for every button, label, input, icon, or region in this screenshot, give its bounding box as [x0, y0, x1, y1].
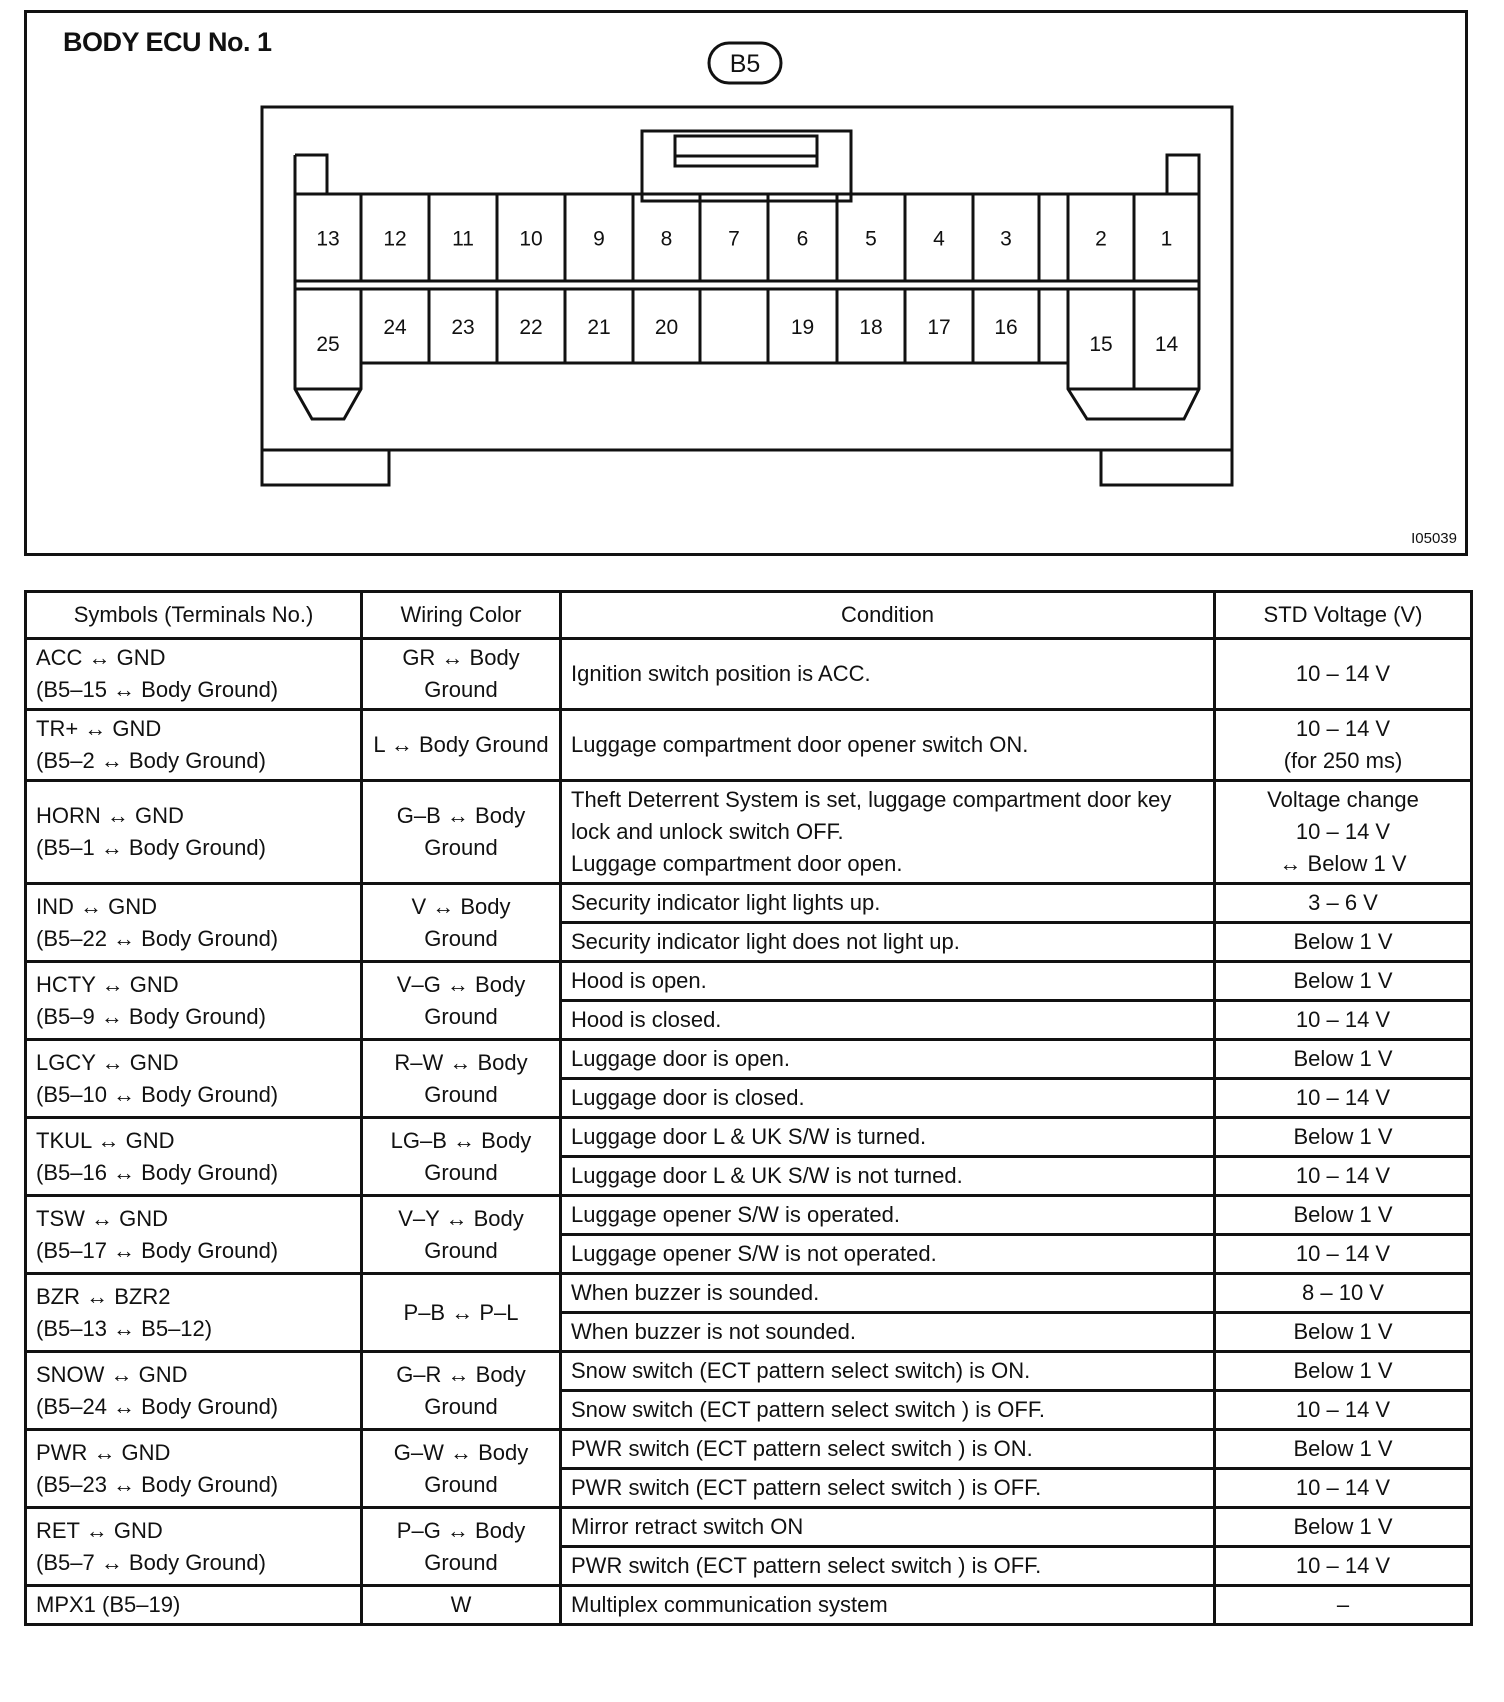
wiring-color-cell: GR ↔ Body Ground	[362, 639, 561, 710]
std-voltage-cell: Below 1 V	[1215, 1352, 1472, 1391]
std-voltage-cell: 3 – 6 V	[1215, 884, 1472, 923]
condition-cell: When buzzer is sounded.	[561, 1274, 1215, 1313]
std-voltage-cell: Below 1 V	[1215, 923, 1472, 962]
std-voltage-cell: 10 – 14 V (for 250 ms)	[1215, 710, 1472, 781]
wiring-color-cell: G–R ↔ Body Ground	[362, 1352, 561, 1430]
diagram-title: BODY ECU No. 1	[63, 27, 272, 57]
pin-label: 11	[452, 227, 474, 251]
std-voltage-cell: Below 1 V	[1215, 962, 1472, 1001]
connector-housing	[262, 107, 1232, 450]
std-voltage-cell: Below 1 V	[1215, 1040, 1472, 1079]
pin-label: 1	[1160, 227, 1173, 251]
condition-cell: Luggage door L & UK S/W is turned.	[561, 1118, 1215, 1157]
symbol-cell: HORN ↔ GND (B5–1 ↔ Body Ground)	[26, 781, 362, 884]
std-voltage-cell: Below 1 V	[1215, 1196, 1472, 1235]
std-voltage-cell: Below 1 V	[1215, 1508, 1472, 1547]
symbol-cell: BZR ↔ BZR2 (B5–13 ↔ B5–12)	[26, 1274, 362, 1352]
table-row	[26, 1196, 1472, 1235]
header-std-voltage: STD Voltage (V)	[1215, 592, 1472, 639]
symbol-cell: IND ↔ GND (B5–22 ↔ Body Ground)	[26, 884, 362, 962]
symbol-cell: HCTY ↔ GND (B5–9 ↔ Body Ground)	[26, 962, 362, 1040]
table-row	[26, 884, 1472, 923]
header-symbols: Symbols (Terminals No.)	[26, 592, 362, 639]
pin-label: 3	[1000, 227, 1012, 251]
std-voltage-cell: 10 – 14 V	[1215, 1001, 1472, 1040]
condition-cell: Ignition switch position is ACC.	[561, 639, 1215, 710]
std-voltage-cell: 8 – 10 V	[1215, 1274, 1472, 1313]
header-wiring-color: Wiring Color	[362, 592, 561, 639]
std-voltage-cell: 10 – 14 V	[1215, 1391, 1472, 1430]
symbol-cell: LGCY ↔ GND (B5–10 ↔ Body Ground)	[26, 1040, 362, 1118]
wiring-color-cell: V–Y ↔ Body Ground	[362, 1196, 561, 1274]
wiring-color-cell: G–W ↔ Body Ground	[362, 1430, 561, 1508]
symbol-cell: TR+ ↔ GND (B5–2 ↔ Body Ground)	[26, 710, 362, 781]
std-voltage-cell: 10 – 14 V	[1215, 1235, 1472, 1274]
symbol-cell: SNOW ↔ GND (B5–24 ↔ Body Ground)	[26, 1352, 362, 1430]
condition-cell: Luggage door L & UK S/W is not turned.	[561, 1157, 1215, 1196]
std-voltage-cell: 10 – 14 V	[1215, 1079, 1472, 1118]
connector-drawing	[27, 13, 1465, 553]
pin-label: 18	[859, 316, 883, 339]
pin-label: 7	[728, 227, 740, 251]
wiring-color-cell: V ↔ Body Ground	[362, 884, 561, 962]
std-voltage-cell: 10 – 14 V	[1215, 1157, 1472, 1196]
table-row	[26, 1118, 1472, 1157]
wiring-color-cell: V–G ↔ Body Ground	[362, 962, 561, 1040]
table-row	[26, 781, 1472, 884]
pin-label: 22	[519, 316, 543, 339]
table-row	[26, 1352, 1472, 1391]
std-voltage-cell: 10 – 14 V	[1215, 639, 1472, 710]
connector-diagram-panel	[24, 10, 1468, 556]
std-voltage-cell: Below 1 V	[1215, 1430, 1472, 1469]
symbol-cell: TSW ↔ GND (B5–17 ↔ Body Ground)	[26, 1196, 362, 1274]
table-row	[26, 639, 1472, 710]
pin-label: 13	[316, 227, 340, 251]
symbol-cell: PWR ↔ GND (B5–23 ↔ Body Ground)	[26, 1430, 362, 1508]
wiring-color-cell: G–B ↔ Body Ground	[362, 781, 561, 884]
pin-label: 23	[451, 316, 475, 339]
symbol-cell: RET ↔ GND (B5–7 ↔ Body Ground)	[26, 1508, 362, 1586]
condition-cell: Security indicator light lights up.	[561, 884, 1215, 923]
connector-code-label: B5	[729, 50, 761, 78]
table-row	[26, 1274, 1472, 1313]
condition-cell: Snow switch (ECT pattern select switch) is ON.	[561, 1352, 1215, 1391]
housing-foot-right	[1101, 450, 1232, 485]
condition-cell: Mirror retract switch ON	[561, 1508, 1215, 1547]
pin-label: 14	[1154, 333, 1179, 356]
symbol-cell: TKUL ↔ GND (B5–16 ↔ Body Ground)	[26, 1118, 362, 1196]
pin-label: 15	[1089, 333, 1113, 356]
pin-label: 17	[927, 316, 951, 339]
condition-cell: Luggage opener S/W is operated.	[561, 1196, 1215, 1235]
table-row	[26, 962, 1472, 1001]
pin-label: 9	[593, 227, 605, 251]
table-header-row	[26, 592, 1472, 639]
condition-cell: PWR switch (ECT pattern select switch ) is OFF.	[561, 1547, 1215, 1586]
std-voltage-cell: 10 – 14 V	[1215, 1547, 1472, 1586]
std-voltage-cell: Below 1 V	[1215, 1118, 1472, 1157]
condition-cell: PWR switch (ECT pattern select switch ) is ON.	[561, 1430, 1215, 1469]
condition-cell: Security indicator light does not light up.	[561, 923, 1215, 962]
symbol-cell: ACC ↔ GND (B5–15 ↔ Body Ground)	[26, 639, 362, 710]
pin-label: 12	[383, 227, 407, 251]
pin-label: 19	[790, 316, 815, 339]
table-row	[26, 710, 1472, 781]
pin-label: 10	[519, 227, 543, 251]
terminal-voltage-table	[24, 590, 1473, 1626]
figure-id: I05039	[1411, 530, 1457, 547]
condition-cell: PWR switch (ECT pattern select switch ) is OFF.	[561, 1469, 1215, 1508]
pin-label: 5	[865, 227, 877, 251]
std-voltage-cell: Voltage change 10 – 14 V ↔ Below 1 V	[1215, 781, 1472, 884]
condition-cell: When buzzer is not sounded.	[561, 1313, 1215, 1352]
wiring-color-cell: LG–B ↔ Body Ground	[362, 1118, 561, 1196]
table-row	[26, 1430, 1472, 1469]
pin-label: 24	[383, 316, 407, 339]
table-row	[26, 1040, 1472, 1079]
pin-label: 21	[587, 316, 611, 339]
std-voltage-cell: Below 1 V	[1215, 1313, 1472, 1352]
pin-label: 6	[796, 227, 809, 251]
housing-latch-slot	[675, 136, 817, 166]
condition-cell: Hood is open.	[561, 962, 1215, 1001]
pin-label: 25	[316, 333, 340, 356]
condition-cell: Luggage door is closed.	[561, 1079, 1215, 1118]
wiring-color-cell: P–B ↔ P–L	[362, 1274, 561, 1352]
std-voltage-cell: –	[1215, 1586, 1472, 1625]
condition-cell: Snow switch (ECT pattern select switch ) is OFF.	[561, 1391, 1215, 1430]
header-condition: Condition	[561, 592, 1215, 639]
wiring-color-cell: R–W ↔ Body Ground	[362, 1040, 561, 1118]
condition-cell: Luggage compartment door opener switch ON.	[561, 710, 1215, 781]
condition-cell: Multiplex communication system	[561, 1586, 1215, 1625]
housing-foot-left	[262, 450, 389, 485]
pin-label: 2	[1095, 227, 1107, 251]
condition-cell: Hood is closed.	[561, 1001, 1215, 1040]
pin-label: 4	[933, 227, 945, 251]
wiring-color-cell: L ↔ Body Ground	[362, 710, 561, 781]
condition-cell: Luggage opener S/W is not operated.	[561, 1235, 1215, 1274]
wiring-color-cell: P–G ↔ Body Ground	[362, 1508, 561, 1586]
table-row	[26, 1586, 1472, 1625]
pin-label: 20	[654, 316, 679, 339]
std-voltage-cell: 10 – 14 V	[1215, 1469, 1472, 1508]
table-row	[26, 1508, 1472, 1547]
condition-cell: Theft Deterrent System is set, luggage compartment door key lock and unlock switch OFF. Luggage compartment door open.	[561, 781, 1215, 884]
wiring-color-cell: W	[362, 1586, 561, 1625]
pin-label: 8	[660, 227, 673, 251]
symbol-cell: MPX1 (B5–19)	[26, 1586, 362, 1625]
pin-label: 16	[994, 316, 1018, 339]
condition-cell: Luggage door is open.	[561, 1040, 1215, 1079]
